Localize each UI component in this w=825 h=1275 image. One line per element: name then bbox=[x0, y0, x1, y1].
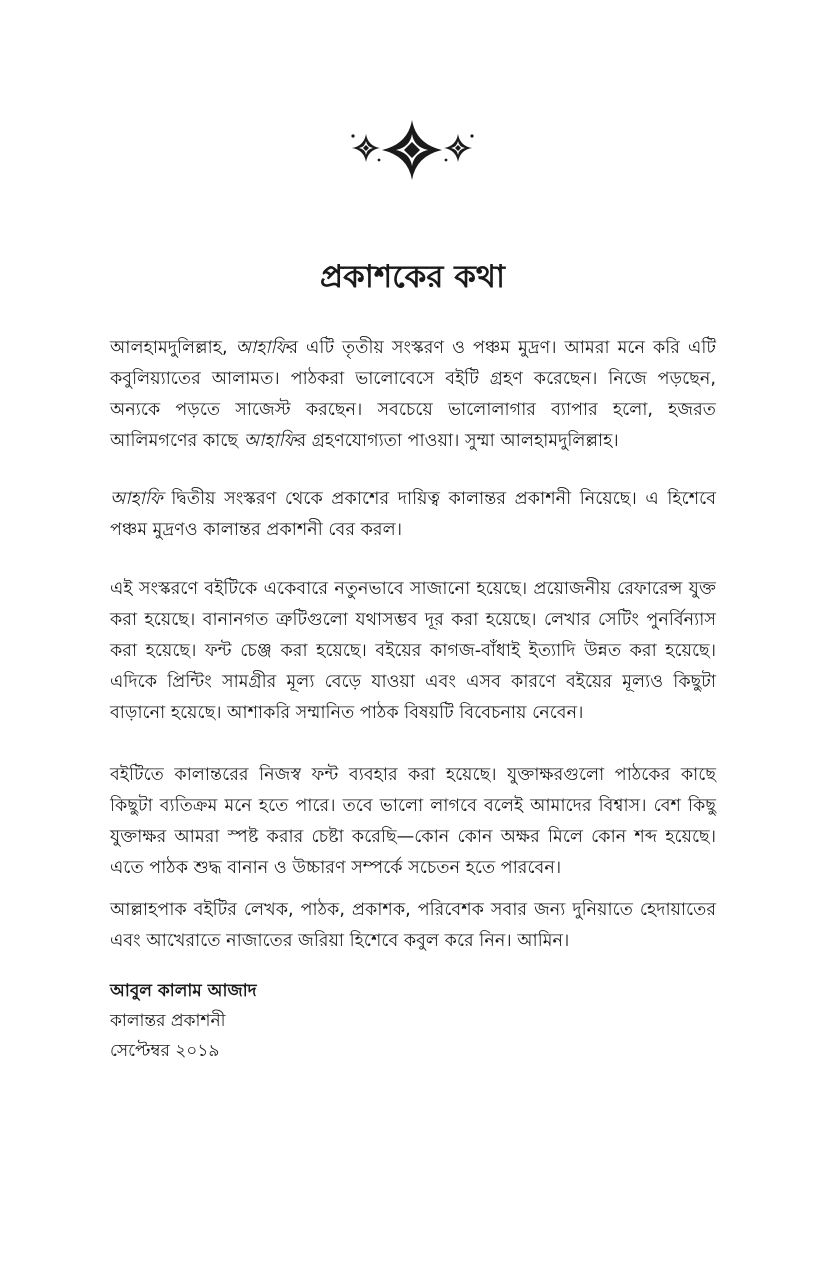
author-name: আবুল কালাম আজাদ bbox=[110, 981, 257, 1001]
paragraph-1-text-c: র গ্রহণযোগ্যতা পাওয়া। সুম্মা আলহামদুলিল্লাহ। bbox=[296, 431, 619, 451]
paragraph-5 bbox=[110, 895, 716, 957]
star-ornament-icon bbox=[346, 118, 479, 182]
paragraph-4 bbox=[110, 760, 716, 884]
paragraph-2-text: দ্বিতীয় সংস্করণ থেকে প্রকাশের দায়িত্ব কালান্তর প্রকাশনী নিয়েছে। এ হিশেবে পঞ্চম মুদ্রণও কালান্তর প্রকাশনী বের করল। bbox=[110, 489, 716, 540]
paragraph-5-text: আল্লাহপাক বইটির লেখক, পাঠক, প্রকাশক, পরিবেশক সবার জন্য দুনিয়াতে হেদায়াতের এবং আখেরাতে নাজাতের জরিয়া হিশেবে কবুল করে নিন। আমিন। bbox=[110, 900, 716, 951]
paragraph-1-text-a: আলহামদুলিল্লাহ, bbox=[110, 338, 236, 358]
paragraph-2 bbox=[110, 484, 716, 546]
book-title-emphasis: আহাফি bbox=[110, 489, 163, 509]
center-star-icon bbox=[382, 120, 442, 180]
paragraph-1-text-b: র এটি তৃতীয় সংস্করণ ও পঞ্চম মুদ্রণ। আমরা মনে করি এটি কবুলিয়্যাতের আলামত। পাঠকরা ভালোবেসে বইটি গ্রহণ করেছেন। নিজে পড়ছেন, অন্যকে পড়তে সাজেস্ট করছেন। সবচেয়ে ভালোলাগার ব্যাপার হলো, হজরত আলিমগণের কাছে bbox=[110, 338, 716, 451]
publisher-name: কালান্তর প্রকাশনী bbox=[110, 1011, 226, 1031]
paragraph-4-text: বইটিতে কালান্তরের নিজস্ব ফন্ট ব্যবহার করা হয়েছে। যুক্তাক্ষরগুলো পাঠকের কাছে কিছুটা ব্যতিক্রম মনে হতে পারে। তবে ভালো লাগবে বলেই আমাদের বিশ্বাস। বেশ কিছু যুক্তাক্ষর আমরা স্পষ্ট করার চেষ্টা করেছি—কোন কোন অক্ষর মিলে কোন শব্দ হয়েছে। এতে পাঠক শুদ্ধ বানান ও উচ্চারণ সম্পর্কে সচেতন হতে পারবেন। bbox=[110, 765, 716, 878]
right-star-icon bbox=[444, 134, 474, 162]
paragraph-3 bbox=[110, 574, 716, 729]
paragraph-3-text: এই সংস্করণে বইটিকে একেবারে নতুনভাবে সাজানো হয়েছে। প্রয়োজনীয় রেফারেন্স যুক্ত করা হয়েছে। বানানগত ত্রুটিগুলো যথাসম্ভব দূর করা হয়েছে। লেখার সেটিং পুনর্বিন্যাস করা হয়েছে। ফন্ট চেঞ্জ করা হয়েছে। বইয়ের কাগজ-বাঁধাই ইত্যাদি উন্নত করা হয়েছে। এদিকে প্রিন্টিং সামগ্রীর মূল্য বেড়ে যাওয়া এবং এসব কারণে বইয়ের মূল্যও কিছুটা বাড়ানো হয়েছে। আশাকরি সম্মানিত পাঠক বিষয়টি বিবেচনায় নেবেন। bbox=[110, 579, 716, 723]
page-title: প্রকাশকের কথা bbox=[320, 259, 505, 295]
book-title-emphasis: আহাফি bbox=[235, 338, 289, 358]
signature-date: সেপ্টেম্বর ২০১৯ bbox=[110, 1041, 220, 1061]
paragraph-1 bbox=[110, 333, 716, 457]
left-star-icon bbox=[351, 134, 380, 162]
signature-block bbox=[110, 976, 257, 1066]
book-title-emphasis: আহাফি bbox=[243, 431, 297, 451]
